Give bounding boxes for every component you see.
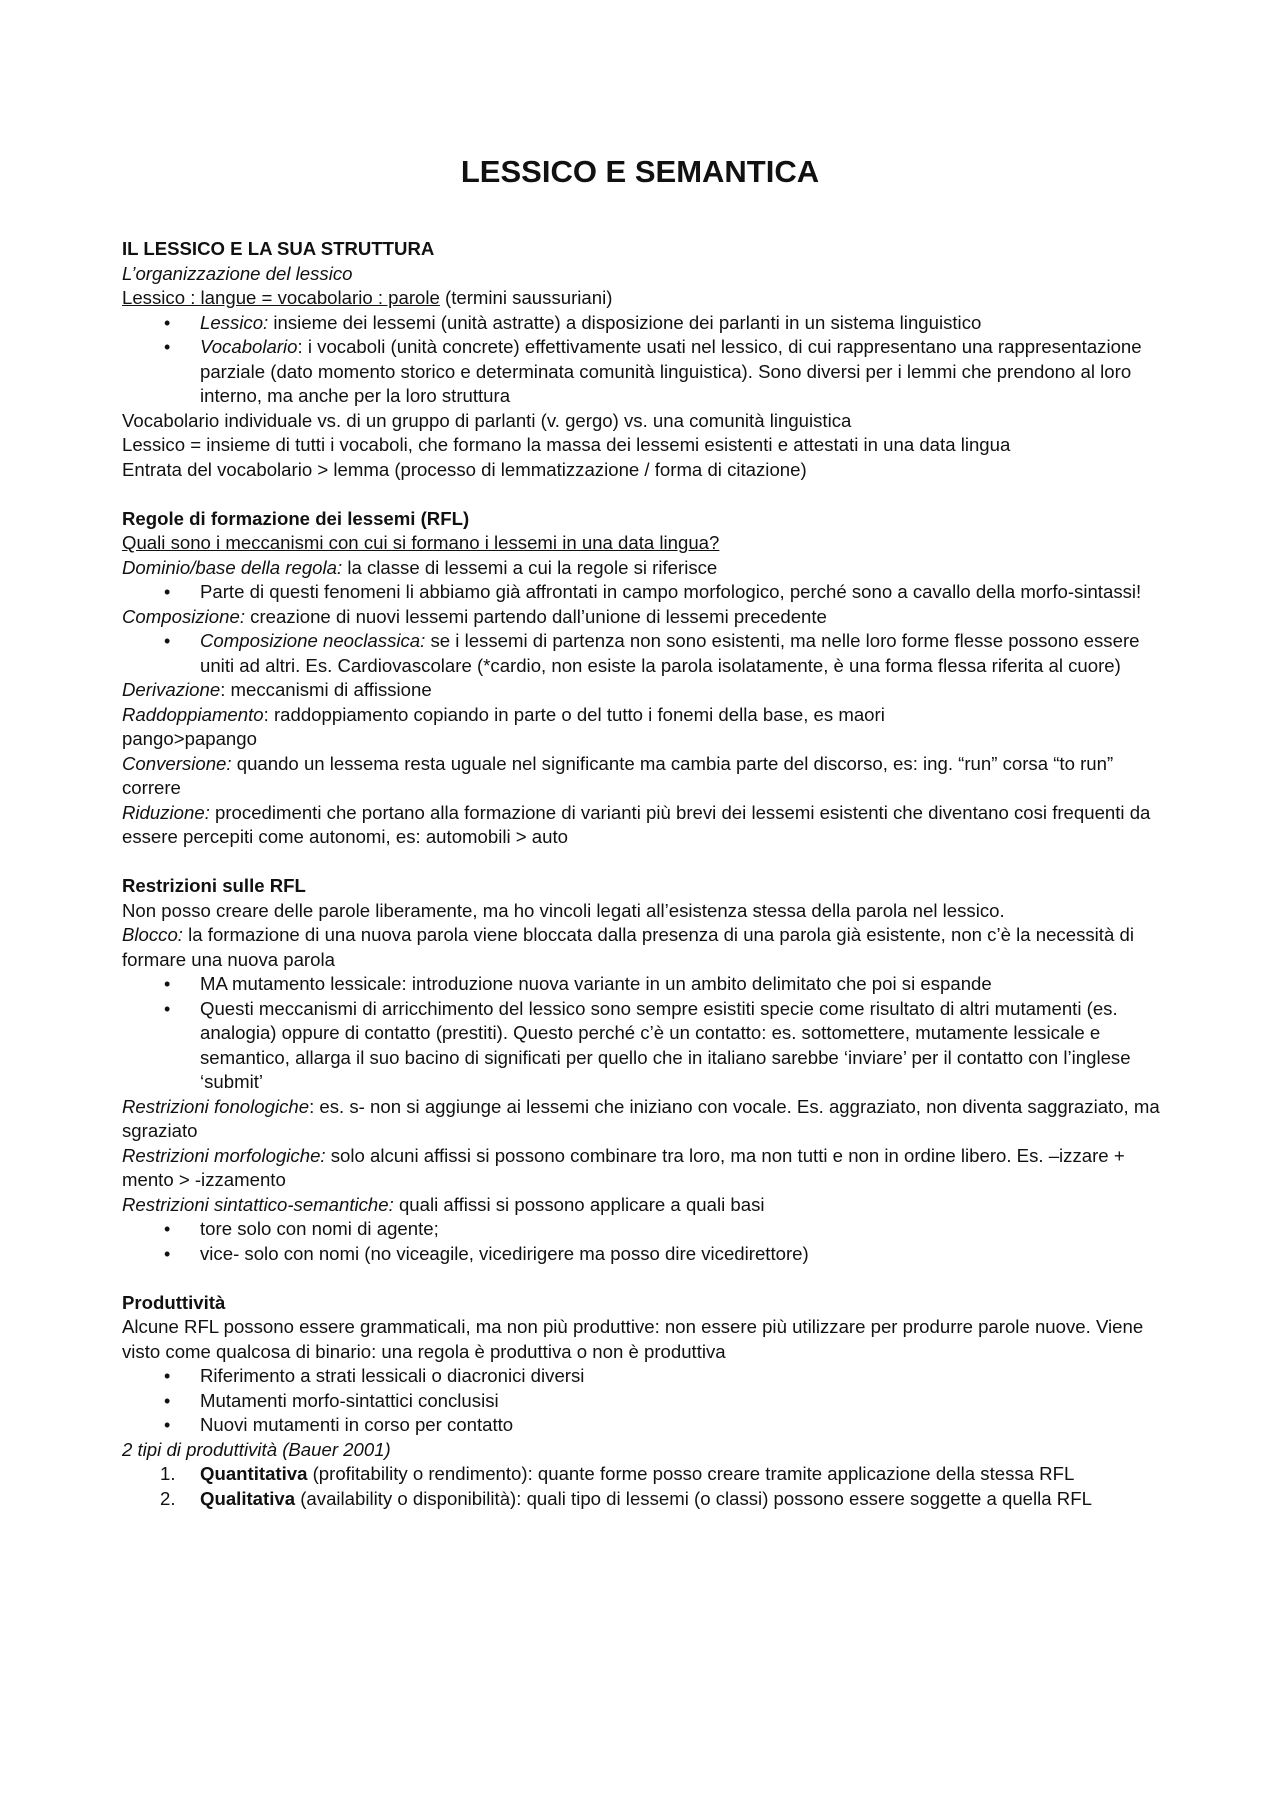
bullet-list [122, 972, 1172, 1095]
bullet-list [122, 311, 1172, 409]
list-item: • Riferimento a strati lessicali o diacronici diversi [122, 1364, 1172, 1389]
list-item: • Mutamenti morfo-sintattici conclusisi [122, 1389, 1172, 1414]
paragraph-types: 2 tipi di produttività (Bauer 2001) [122, 1438, 391, 1460]
list-item: • Lessico: insieme dei lessemi (unità astratte) a disposizione dei parlanti in un sistema linguistico [122, 311, 1172, 336]
paragraph: Restrizioni morfologiche: solo alcuni affissi si possono combinare tra loro, ma non tutti e non in ordine libero. Es. –izzare + mento > -izzamento [122, 1144, 1125, 1190]
document-body [122, 237, 1172, 1511]
paragraph: Riduzione: procedimenti che portano alla formazione di varianti più brevi dei lessemi esistenti che diventano cosi frequenti da essere percepiti come autonomi, es: automobili > auto [122, 801, 1151, 847]
paragraph: Conversione: quando un lessema resta uguale nel significante ma cambia parte del discorso, es: ing. “run” corsa “to run” correre [122, 752, 1114, 798]
paragraph: Alcune RFL possono essere grammaticali, ma non più produttive: non essere più utilizzare per produrre parole nuove. Viene visto come qualcosa di binario: una regola è produttiva o non è produttiva [122, 1316, 1144, 1362]
subheading-organizzazione: L’organizzazione del lessico [122, 262, 353, 284]
paragraph-question: Quali sono i meccanismi con cui si formano i lessemi in una data lingua? [122, 532, 720, 553]
bullet-list [122, 1217, 1172, 1266]
paragraph: Dominio/base della regola: la classe di lessemi a cui la regole si riferisce [122, 556, 718, 578]
list-item: • MA mutamento lessicale: introduzione nuova variante in un ambito delimitato che poi si espande [122, 972, 1172, 997]
numbered-item: 1. Quantitativa (profitability o rendimento): quante forme posso creare tramite applicazione della stessa RFL [160, 1463, 1075, 1484]
section-heading-produttivita: Produttività [122, 1291, 226, 1313]
numbered-list [122, 1462, 1172, 1511]
paragraph: Restrizioni sintattico-semantiche: quali affissi si possono applicare a quali basi [122, 1193, 765, 1215]
section-heading-rfl: Regole di formazione dei lessemi (RFL) [122, 507, 470, 529]
paragraph: Entrata del vocabolario > lemma (processo di lemmatizzazione / forma di citazione) [122, 458, 807, 480]
bullet-list [122, 1364, 1172, 1438]
section-heading-lessico: IL LESSICO E LA SUA STRUTTURA [122, 238, 435, 259]
list-item: • Nuovi mutamenti in corso per contatto [122, 1413, 1172, 1438]
list-item: • Composizione neoclassica: se i lessemi di partenza non sono esistenti, ma nelle loro forme flesse possono essere uniti ad altri. Es. Cardiovascolare (*cardio, non esiste la parola isolatamente, è una forma flessa riferita al cuore) [122, 629, 1172, 678]
paragraph: Restrizioni fonologiche: es. s- non si aggiunge ai lessemi che iniziano con vocale. Es. aggraziato, non diventa saggraziato, ma sgraziato [122, 1095, 1160, 1141]
paragraph: Blocco: la formazione di una nuova parola viene bloccata dalla presenza di una parola già esistente, non c’è la necessità di formare una nuova parola [122, 924, 1134, 970]
paragraph: Vocabolario individuale vs. di un gruppo di parlanti (v. gergo) vs. una comunità linguistica [122, 409, 852, 431]
underlined-text: Lessico : langue = vocabolario : parole [122, 287, 440, 308]
paragraph-intro: Lessico : langue = vocabolario : parole (termini saussuriani) [122, 287, 613, 308]
bullet-list [122, 580, 1172, 605]
list-item: • Parte di questi fenomeni li abbiamo già affrontati in campo morfologico, perché sono a cavallo della morfo-sintassi! [122, 580, 1172, 605]
paragraph: Composizione: creazione di nuovi lessemi partendo dall’unione di lessemi precedente [122, 605, 827, 627]
paragraph: Lessico = insieme di tutti i vocaboli, che formano la massa dei lessemi esistenti e attestati in una data lingua [122, 434, 1011, 455]
paragraph: Non posso creare delle parole liberamente, ma ho vincoli legati all’esistenza stessa della parola nel lessico. [122, 899, 1005, 921]
paragraph: Derivazione: meccanismi di affissione [122, 679, 432, 700]
paragraph: Raddoppiamento: raddoppiamento copiando in parte o del tutto i fonemi della base, es maori [122, 703, 885, 725]
paragraph: pango>papango [122, 728, 257, 749]
bullet-list [122, 629, 1172, 678]
list-item: • tore solo con nomi di agente; [122, 1217, 1172, 1242]
list-item: • vice- solo con nomi (no viceagile, vicedirigere ma posso dire vicedirettore) [122, 1242, 1172, 1267]
page-title: LESSICO E SEMANTICA [460, 154, 820, 189]
list-item: • Questi meccanismi di arricchimento del lessico sono sempre esistiti specie come risultato di altri mutamenti (es. analogia) oppure di contatto (prestiti). Questo perché c’è un contatto: es. sottomettere, mutamente lessicale e semantico, allarga il suo bacino di significati per quello che in italiano sarebbe ‘inviare’ per il contatto con l’inglese ‘submit’ [122, 997, 1172, 1095]
section-heading-restrizioni: Restrizioni sulle RFL [122, 875, 306, 896]
numbered-item: 2. Qualitativa (availability o disponibilità): quali tipo di lessemi (o classi) possono essere soggette a quella RFL [160, 1487, 1092, 1509]
list-item: • Vocabolario: i vocaboli (unità concrete) effettivamente usati nel lessico, di cui rappresentano una rappresentazione parziale (dato momento storico e determinata comunità linguistica). Sono diversi per i lemmi che prendono al loro interno, ma anche per la loro struttura [122, 335, 1172, 409]
